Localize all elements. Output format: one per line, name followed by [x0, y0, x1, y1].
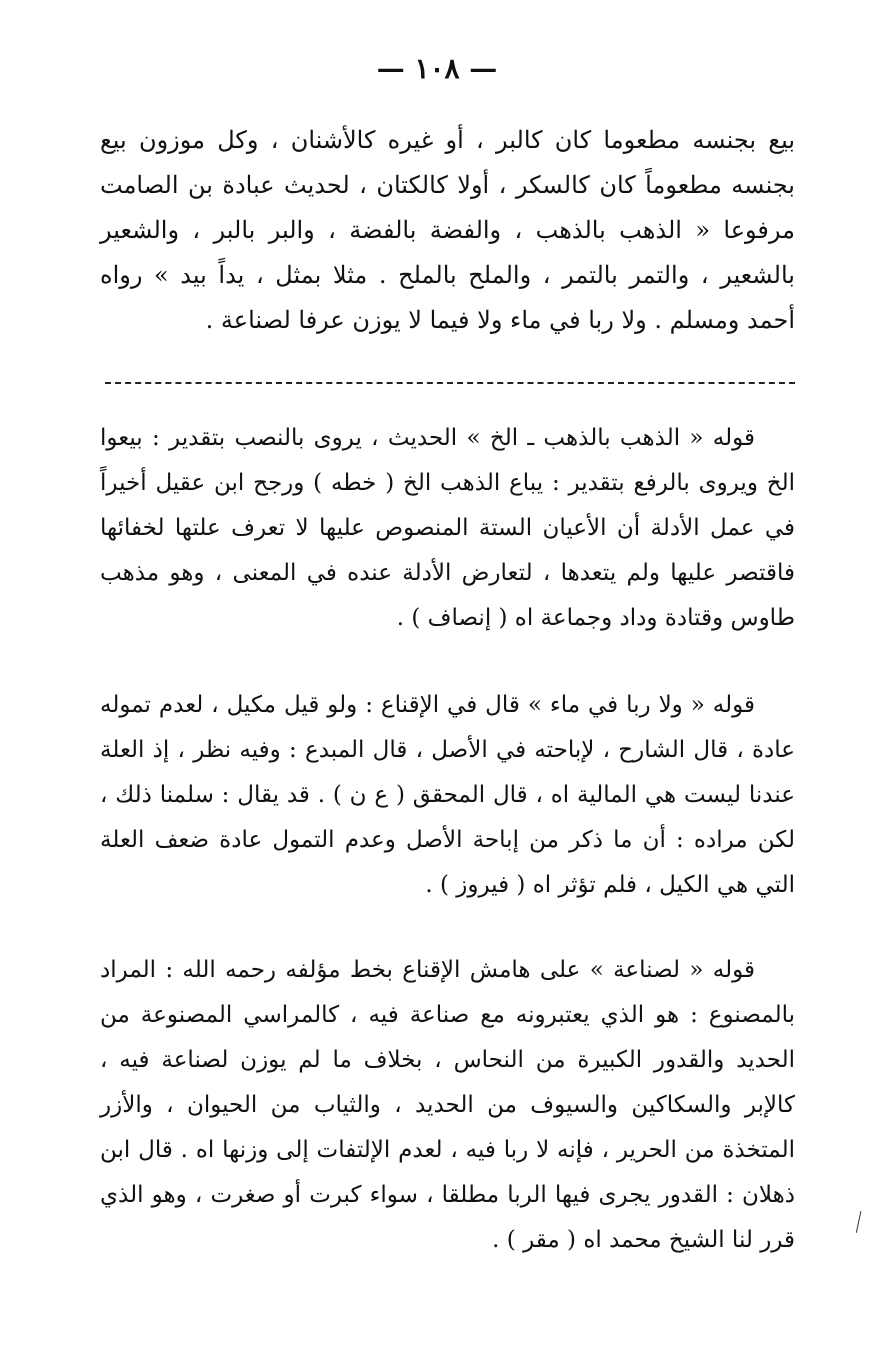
footnote-2-text: قوله « ولا ربا في ماء » قال في الإقناع : ولو قيل مكيل ، لعدم تموله عادة ، قال الشارح ، لإباحته في الأصل ، قال المبدع : وفيه نظر ، إذ العلة عندنا ليست هي المالية اه ، قال المحقق ( ع ن ) . قد يقال : سلمنا ذلك ، لكن مراده : أن ما ذكر من إباحة الأصل وعدم التمول عادة ضعف العلة التي هي الكيل ، فلم تؤثر اه ( فيروز ) .	[100, 692, 795, 898]
footnote-3	[100, 948, 795, 1263]
footnote-2	[100, 683, 795, 908]
footnote-1	[100, 416, 795, 641]
margin-mark	[856, 1211, 871, 1235]
footnote-1-text: قوله « الذهب بالذهب ـ الخ » الحديث ، يروى بالنصب بتقدير : بيعوا الخ ويروى بالرفع بتقدير : يباع الذهب الخ ( خطه ) ورجح ابن عقيل أخيراً في عمل الأدلة أن الأعيان الستة المنصوص عليها لا تعرف علتها لخفائها فاقتصر عليها ولم يتعدها ، لتعارض الأدلة عنده في المعنى ، وهو مذهب طاوس وقتادة وداد وجماعة اه ( إنصاف ) .	[100, 425, 795, 631]
dashed-divider	[105, 382, 795, 384]
main-text-paragraph: بيع بجنسه مطعوما كان كالبر ، أو غيره كالأشنان ، وكل موزون بيع بجنسه مطعوماً كان كالسكر ، أولا كالكتان ، لحديث عبادة بن الصامت مرفوعا « الذهب بالذهب ، والفضة بالفضة ، والبر بالبر ، والشعير بالشعير ، والتمر بالتمر ، والملح بالملح . مثلا بمثل ، يداً بيد » رواه أحمد ومسلم . ولا ربا في ماء ولا فيما لا يوزن عرفا لصناعة .	[100, 126, 795, 334]
footnote-3-text: قوله « لصناعة » على هامش الإقناع بخط مؤلفه رحمه الله : المراد بالمصنوع : هو الذي يعتبرونه مع صناعة فيه ، كالمراسي المصنوعة من الحديد والقدور الكبيرة من النحاس ، بخلاف ما لم يوزن لصناعة فيه ، كالإبر والسكاكين والسيوف من الحديد ، والثياب من الحيوان ، والأزر المتخذة من الحرير ، فإنه لا ربا فيه ، لعدم الإلتفات إلى وزنها اه . قال ابن ذهلان : القدور يجرى فيها الربا مطلقا ، سواء كبرت أو صغرت ، وهو الذي قرر لنا الشيخ محمد اه ( مقر ) .	[100, 957, 795, 1253]
page-number: — ١٠٨ —	[376, 52, 498, 85]
